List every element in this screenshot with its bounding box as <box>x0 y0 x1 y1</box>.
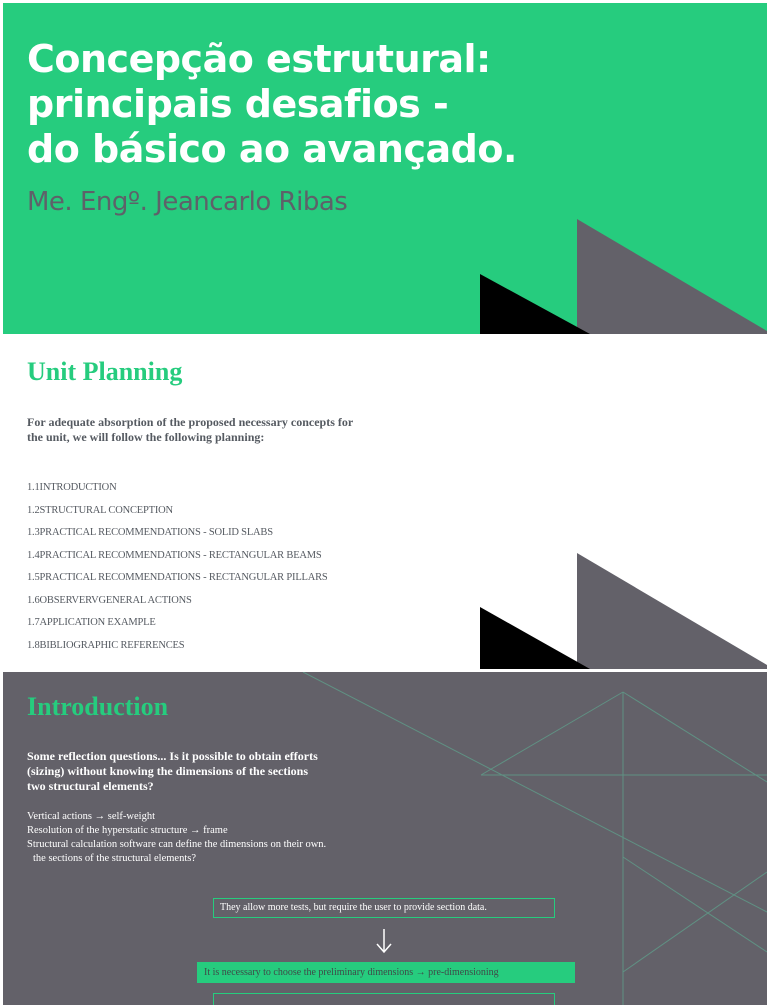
bullet-item: Structural calculation software can define the dimensions on their own. <box>27 839 327 850</box>
unit-planning-slide <box>3 337 767 669</box>
plan-item: 1.1INTRODUCTION <box>27 482 117 493</box>
bullet-item: Vertical actions → self-weight <box>27 811 155 822</box>
plan-item: 1.5PRACTICAL RECOMMENDATIONS - RECTANGULAR PILLARS <box>27 572 328 583</box>
title-line-1: Concepção estrutural: <box>27 37 491 81</box>
deco-line <box>623 692 767 782</box>
bullet-list <box>27 810 367 866</box>
flow-box-next <box>213 993 555 1005</box>
bullet-item: Resolution of the hyperstatic structure → frame <box>27 825 228 836</box>
deco-line <box>303 672 767 912</box>
plan-item: 1.8BIBLIOGRAPHIC REFERENCES <box>27 639 185 651</box>
slide-heading: Unit Planning <box>27 357 183 386</box>
slide-heading: Introduction <box>27 692 169 721</box>
gray-triangle <box>577 219 767 334</box>
arrow-down-icon <box>374 927 394 955</box>
introduction-slide <box>3 672 767 1005</box>
bullet-item: the sections of the structural elements? <box>33 853 196 864</box>
author-name: Me. Engº. Jeancarlo Ribas <box>27 187 348 217</box>
plan-item: 1.7APPLICATION EXAMPLE <box>27 617 156 628</box>
plan-item: 1.6OBSERVERVGENERAL ACTIONS <box>27 594 192 606</box>
plan-list <box>27 477 328 657</box>
reflection-question: Some reflection questions... Is it possible to obtain efforts (sizing) without knowing the dimensions of the sections two structural elements? <box>27 749 318 793</box>
black-triangle <box>480 274 590 334</box>
intro-text: For adequate absorption of the proposed necessary concepts for the unit, we will follow the following planning: <box>27 415 353 444</box>
deco-line <box>481 692 623 775</box>
flow-box-predimensioning: It is necessary to choose the preliminary dimensions → pre-dimensioning <box>197 962 575 983</box>
gray-triangle <box>577 553 767 669</box>
plan-item: 1.3PRACTICAL RECOMMENDATIONS - SOLID SLABS <box>27 527 273 538</box>
flow-box-tests: They allow more tests, but require the user to provide section data. <box>213 898 555 918</box>
title-line-3: do básico ao avançado. <box>27 127 517 171</box>
deco-line <box>623 872 767 972</box>
presentation-title <box>27 37 627 172</box>
black-triangle <box>480 607 590 669</box>
title-line-2: principais desafios - <box>27 82 449 126</box>
plan-item: 1.4PRACTICAL RECOMMENDATIONS - RECTANGULAR BEAMS <box>27 549 322 561</box>
deco-line <box>623 857 767 952</box>
title-slide <box>3 3 767 334</box>
plan-item: 1.2STRUCTURAL CONCEPTION <box>27 504 173 516</box>
